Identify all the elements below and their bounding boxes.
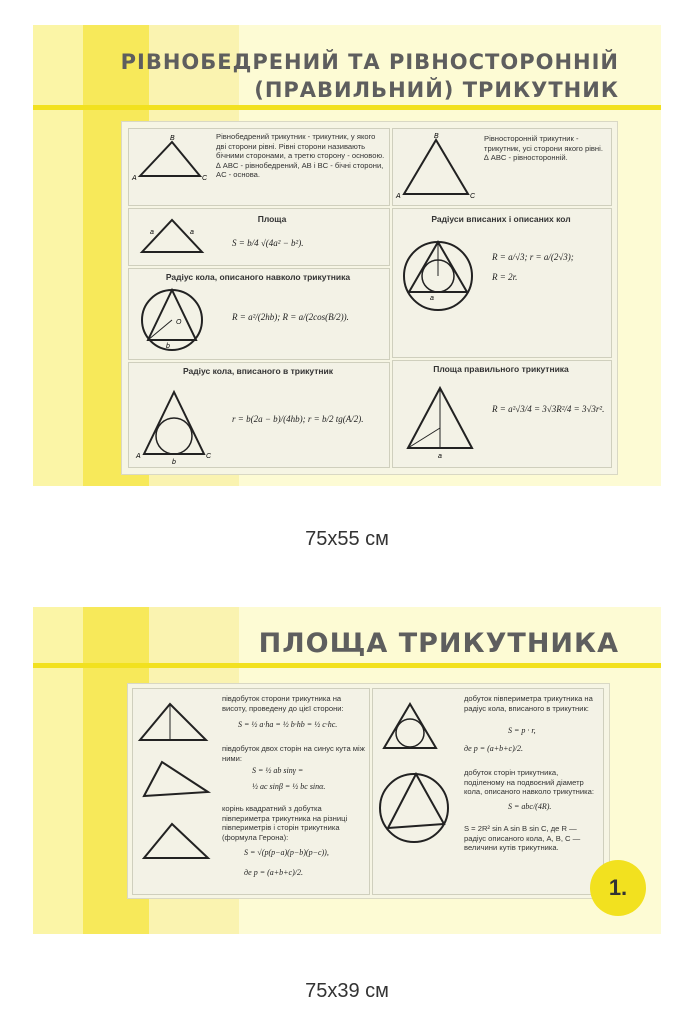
- poster2-title: ПЛОЩА ТРИКУТНИКА: [258, 628, 619, 659]
- svg-text:b: b: [172, 459, 176, 466]
- circumscribed-heading: Радіус кола, описаного навколо трикутника: [165, 272, 351, 282]
- poster1-size-caption: 75x55 см: [305, 528, 389, 550]
- regular-area-formula: R = a²√3/4 = 3√3R²/4 = 3√3r².: [492, 404, 605, 414]
- svg-text:a: a: [190, 229, 194, 236]
- poster-isosceles-equilateral: [33, 25, 661, 486]
- area-text-1: півдобуток сторони трикутника на висоту, проведену до цієї сторони:: [222, 694, 344, 713]
- area-text-3: корінь квадратний з добутка півпериметра трикутника на різниці півпериметрів і сторін трикутника (формула Герона):: [222, 804, 348, 842]
- svg-text:a: a: [150, 229, 154, 236]
- poster1-title-line1: РІВНОБЕДРЕНИЙ ТА РІВНОСТОРОННІЙ: [120, 50, 619, 74]
- area-text-4: добуток півпериметра трикутника на радіус кола, вписаного в трикутник:: [464, 694, 593, 713]
- radii-formula-2: R = 2r.: [492, 272, 518, 282]
- poster-triangle-area: [33, 607, 661, 934]
- area-formula-1: S = ½ a·ha = ½ b·hb = ½ c·hc.: [238, 720, 338, 729]
- circumscribed-circle-diagram: [136, 286, 216, 356]
- inscribed-heading: Радіус кола, вписаного в трикутник: [182, 366, 334, 376]
- svg-text:A: A: [396, 193, 401, 200]
- poster1-content-panel: [121, 121, 618, 475]
- radii-heading: Радіуси вписаних і описаних кол: [431, 214, 571, 224]
- poster2-size-caption: 75x39 см: [305, 980, 389, 1002]
- area-formula-2a: S = ½ ab sinγ =: [252, 766, 304, 775]
- heron-triangle-diagram: [138, 818, 218, 868]
- area-formula: S = b/4 √(4a² − b²).: [232, 238, 304, 248]
- svg-text:a: a: [438, 453, 442, 460]
- poster2-content-panel: [127, 683, 610, 899]
- height-triangle-diagram: [136, 698, 216, 748]
- regular-triangle-diagram: [404, 380, 484, 460]
- svg-text:A: A: [136, 453, 141, 460]
- inscribed-formula: r = b(2a − b)/(4hb); r = b/2 tg(A/2).: [232, 414, 364, 424]
- area-text-2: півдобуток двох сторін на синус кута між ними:: [222, 744, 365, 763]
- radii-circles-diagram: [400, 234, 480, 314]
- area-formula-4: S = p · r,: [508, 726, 536, 735]
- incircle-area-diagram: [378, 698, 448, 758]
- area-text-6: S = 2R² sin A sin B sin C, де R — радіус описаного кола, A, B, C — величини кутів трикутника.: [464, 824, 581, 853]
- equilateral-definition: Рівносторонній трикутник - трикутник, усі сторони якого рівні. ∆ ABC - рівносторонній.: [484, 134, 603, 163]
- svg-text:B: B: [170, 135, 175, 142]
- svg-text:B: B: [434, 133, 439, 140]
- svg-text:C: C: [202, 175, 208, 182]
- svg-text:C: C: [470, 193, 476, 200]
- inscribed-circle-diagram: [138, 384, 218, 464]
- area-formula-2b: ½ ac sinβ = ½ bc sinα.: [252, 782, 326, 791]
- radii-formula-1: R = a/√3; r = a/(2√3);: [492, 252, 574, 262]
- regular-area-heading: Площа правильного трикутника: [433, 364, 569, 374]
- svg-text:C: C: [206, 453, 212, 460]
- poster1-title-line2: (ПРАВИЛЬНИЙ) ТРИКУТНИК: [254, 78, 619, 102]
- circumcircle-area-diagram: [378, 768, 458, 848]
- area-heading: Площа: [257, 214, 287, 224]
- area-formula-5: S = abc/(4R).: [508, 802, 552, 811]
- svg-text:a: a: [430, 295, 434, 302]
- equilateral-triangle-diagram: [398, 134, 478, 200]
- sine-triangle-diagram: [138, 756, 218, 806]
- heron-p-formula: де p = (a+b+c)/2.: [244, 868, 303, 877]
- circumscribed-formula: R = a²/(2hb); R = a/(2cos(B/2)).: [232, 312, 349, 322]
- svg-text:O: O: [176, 319, 182, 326]
- svg-text:A: A: [132, 175, 137, 182]
- heron-formula: S = √(p(p−a)(p−b)(p−c)),: [244, 848, 329, 857]
- isosceles-triangle-diagram: [132, 135, 208, 186]
- area-triangle-diagram: [138, 214, 208, 258]
- isosceles-definition: Рівнобедрений трикутник - трикутник, у якого дві сторони рівні. Рівні сторони називають бічними сторонами, а третю сторону - основою. ∆ ABC - рівнобедрений, AB і BC - бічні сторони, AC - основа.: [216, 132, 385, 180]
- area-text-5: добуток сторін трикутника, поділеному на подвоєний діаметр кола, описаного навколо трикутника:: [464, 768, 594, 797]
- area-formula-4b: де p = (a+b+c)/2.: [464, 744, 523, 753]
- poster2-number-badge: 1.: [590, 860, 646, 916]
- svg-text:b: b: [166, 343, 170, 350]
